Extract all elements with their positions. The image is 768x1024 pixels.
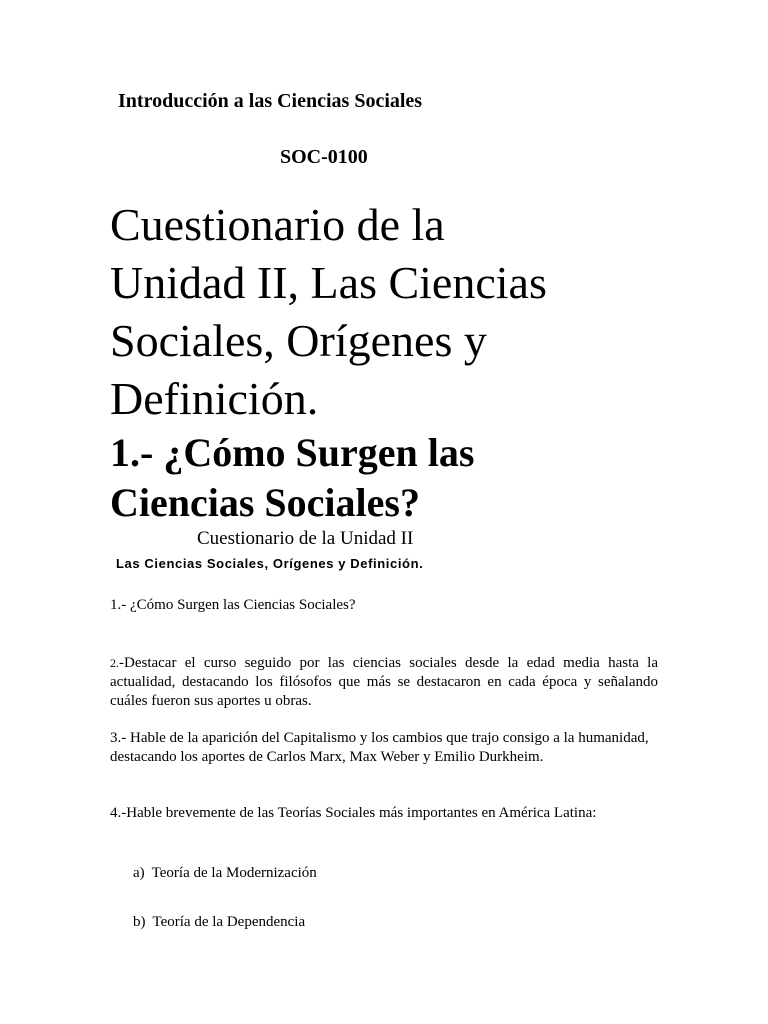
question-2-number: 2. — [110, 656, 119, 670]
list-item-text: Teoría de la Dependencia — [152, 914, 306, 930]
question-4: 4.-Hable brevemente de las Teorías Sociales más importantes en América Latina: — [110, 805, 597, 821]
questionnaire-subtitle: Cuestionario de la Unidad II — [197, 528, 414, 549]
list-item-marker: b) — [133, 914, 146, 930]
document-title-line: Sociales, Orígenes y — [110, 315, 487, 366]
question-1: 1.- ¿Cómo Surgen las Ciencias Sociales? — [110, 597, 356, 613]
course-code: SOC-0100 — [280, 146, 368, 168]
first-question-heading-line: Ciencias Sociales? — [110, 480, 420, 525]
document-title-line: Cuestionario de la — [110, 199, 445, 250]
question-2 — [110, 654, 658, 711]
questionnaire-subheading: Las Ciencias Sociales, Orígenes y Definición. — [116, 556, 424, 571]
question-3: 3.- Hable de la aparición del Capitalismo y los cambios que trajo consigo a la humanidad, destacando los aportes de Carlos Marx, Max Weber y Emilio Durkheim. — [110, 730, 649, 765]
list-item-marker: a) — [133, 865, 145, 881]
list-item — [133, 864, 317, 883]
document-title-line: Definición. — [110, 373, 319, 424]
question-2-text: -Destacar el curso seguido por las ciencias sociales desde la edad media hasta la actualidad, destacando los filósofos que más se destacaron en cada época y señalando cuáles fueron sus aportes u obras. — [110, 655, 658, 709]
first-question-heading — [110, 428, 730, 528]
course-title: Introducción a las Ciencias Sociales — [118, 90, 423, 112]
list-item — [133, 913, 305, 932]
first-question-heading-line: 1.- ¿Cómo Surgen las — [110, 430, 475, 475]
document-title-line: Unidad II, Las Ciencias — [110, 257, 547, 308]
list-item-text: Teoría de la Modernización — [151, 865, 317, 881]
document-title — [110, 196, 730, 428]
